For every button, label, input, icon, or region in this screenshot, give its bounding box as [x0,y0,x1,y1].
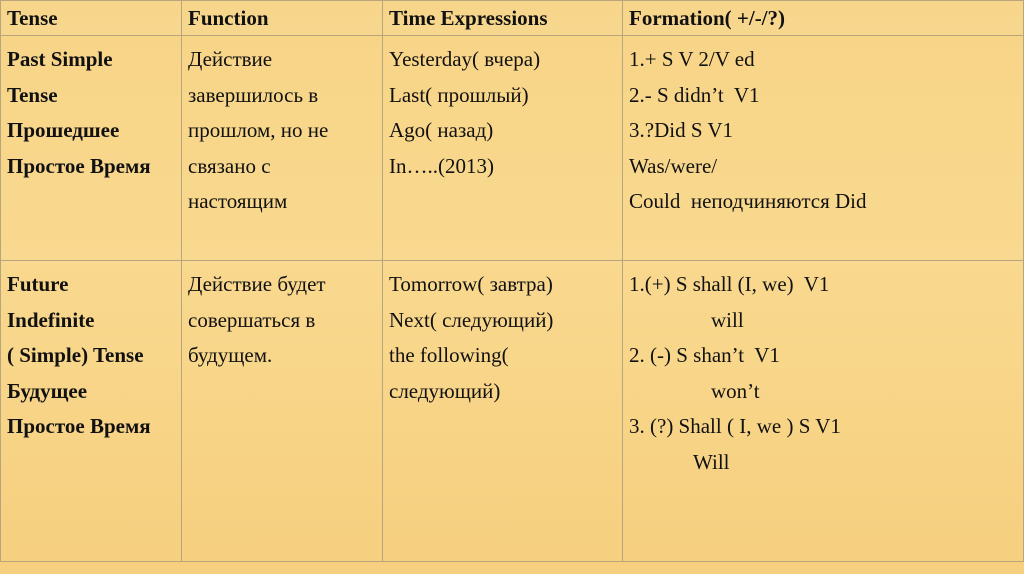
formation-line: 2.- S didn’t V1 [629,82,760,107]
tense-line: Простое Время [7,414,151,438]
time-expression-line: Tomorrow( завтра) [389,272,553,296]
time-expression-line: следующий) [389,378,501,403]
time-expression-line: Yesterday( вчера) [389,47,541,71]
time-expressions-cell [383,36,623,261]
header-time-expressions: Time Expressions [383,1,623,36]
function-line: связано с [188,153,271,178]
function-line: завершилось в [188,82,319,107]
time-expressions-cell [383,261,623,562]
formation-cell [623,36,1024,261]
function-line: прошлом, но не [188,118,329,142]
header-row [1,1,1024,36]
time-expression-line: Last( прошлый) [389,82,529,107]
tense-cell [1,36,182,261]
time-expression-line: In…..(2013) [389,153,494,178]
function-line: Действие будет [188,272,326,296]
time-expression-line: the following( [389,343,509,367]
function-line: Действие [188,47,273,71]
time-expression-line: Next( следующий) [389,307,554,332]
time-expression-line: Ago( назад) [389,118,494,142]
table-row-future-simple [1,261,1024,562]
function-line: совершаться в [188,307,316,332]
header-formation: Formation( +/-/?) [623,1,1024,36]
formation-line: Could неподчиняются Did [629,189,867,213]
formation-line: 2. (-) S shan’t V1 [629,343,780,367]
tense-line: Будущее [7,378,88,403]
header-tense: Tense [1,1,182,36]
tense-line: Простое Время [7,153,151,178]
tense-line: Future [7,272,69,296]
function-cell [182,261,383,562]
tense-line: Past Simple [7,47,113,71]
formation-line: 1.(+) S shall (I, we) V1 [629,272,830,296]
formation-line: won’t [711,378,760,403]
tense-line: ( Simple) Tense [7,343,144,367]
tense-line: Прошедшее [7,118,120,142]
formation-line: 3.?Did S V1 [629,118,734,142]
function-line: настоящим [188,189,288,213]
formation-line: will [711,307,744,332]
formation-cell [623,261,1024,562]
formation-line: Will [693,449,730,474]
function-line: будущем. [188,343,273,367]
function-cell [182,36,383,261]
table-row-past-simple [1,36,1024,261]
header-function: Function [182,1,383,36]
formation-line: 1.+ S V 2/V ed [629,47,755,71]
tense-line: Indefinite [7,307,95,332]
formation-line: Was/were/ [629,153,718,178]
tense-line: Tense [7,82,58,107]
formation-line: 3. (?) Shall ( I, we ) S V1 [629,414,841,438]
tense-cell [1,261,182,562]
